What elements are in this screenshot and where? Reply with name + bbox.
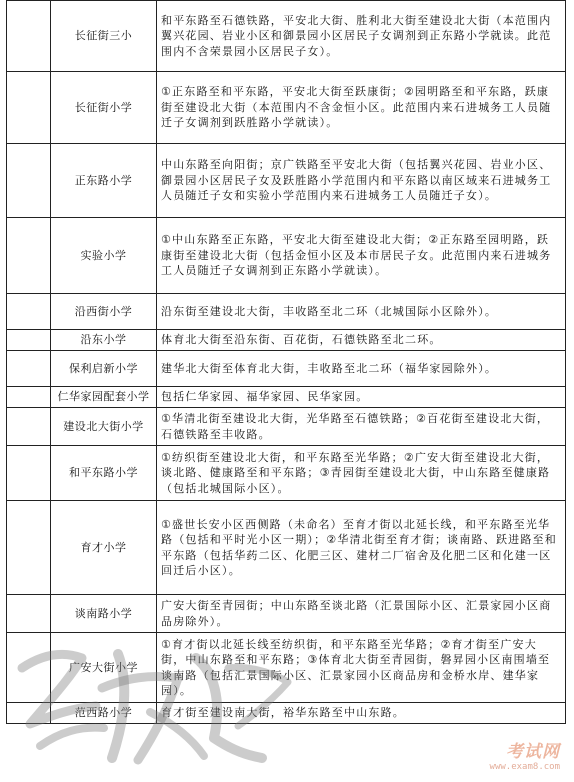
school-name-cell: 沿西街小学 [51,294,157,330]
blank-cell [7,595,51,633]
table-row [7,595,566,633]
blank-cell [7,633,51,703]
blank-cell [7,501,51,595]
table-row [7,387,566,408]
district-scope-cell: 广安大街至青园街；中山东路至谈北路（汇景国际小区、汇景家园小区商品房除外）。 [157,595,566,633]
district-scope-cell: 包括仁华家园、福华家园、民华家园。 [157,387,566,408]
table-row [7,330,566,351]
blank-cell [7,294,51,330]
school-name-cell: 育才小学 [51,501,157,595]
district-scope-cell: 育才街至建设南大街，裕华东路至中山东路。 [157,703,566,724]
blank-cell [7,351,51,387]
school-name-cell: 范西路小学 [51,703,157,724]
blank-cell [7,446,51,501]
watermark-site-name: 考试网 [506,742,560,762]
district-scope-cell: ①盛世长安小区西侧路（未命名）至育才街以北延长线，和平东路至光华路（包括和平时光小区一期）；②华清北街至育才街；谈南路、跃进路至和平东路（包括华药二区、化肥三区、建材二厂宿舍及化肥二区和化建一区回迁后小区）。 [157,501,566,595]
school-name-cell: 正东路小学 [51,144,157,218]
school-name-cell: 建设北大街小学 [51,408,157,446]
blank-cell [7,330,51,351]
table-row [7,144,566,218]
blank-cell [7,387,51,408]
district-scope-cell: 建华北大街至体育北大街，丰收路至北二环（福华家园除外）。 [157,351,566,387]
blank-cell [7,218,51,294]
district-scope-cell: ①育才街以北延长线至纺织街，和平东路至光华路；②育才街至广安大街，中山东路至和平东路；③体育北大街至青园街，磐昇园小区南围墙至谈南路（包括汇景国际小区、汇景家园小区商品房和金桥水岸、建华家园）。 [157,633,566,703]
table-row [7,501,566,595]
district-scope-cell: 和平东路至石德铁路，平安北大街、胜利北大街至建设北大街（本范围内翼兴花园、岩业小区和御景园小区居民子女调剂到正东路小学就读。此范围内不含荣景园小区居民子女）。 [157,1,566,72]
blank-cell [7,703,51,724]
school-name-cell: 和平东路小学 [51,446,157,501]
school-name-cell: 仁华家园配套小学 [51,387,157,408]
table-row [7,72,566,144]
school-name-cell: 广安大街小学 [51,633,157,703]
district-scope-cell: ①纺织街至建设北大街，和平东路至光华路；②广安大街至建设北大街，谈北路、健康路至和平东路；③青园街至建设北大街，中山东路至健康路（包括北城国际小区）。 [157,446,566,501]
school-name-cell: 实验小学 [51,218,157,294]
district-scope-cell: ①华清北街至建设北大街，光华路至石德铁路；②百花街至建设北大街，石德铁路至丰收路。 [157,408,566,446]
district-scope-cell: ①中山东路至正东路，平安北大街至建设北大街；②正东路至园明路，跃康街至建设北大街（包括金恒小区及本市居民子女。此范围内来石进城务工人员随迁子女调剂到正东路小学就读）。 [157,218,566,294]
school-name-cell: 沿东小学 [51,330,157,351]
table-row [7,351,566,387]
table-row [7,294,566,330]
school-district-table [6,0,566,724]
blank-cell [7,72,51,144]
table-row [7,446,566,501]
site-watermark [490,737,560,772]
blank-cell [7,408,51,446]
school-name-cell: 谈南路小学 [51,595,157,633]
district-scope-cell: ①正东路至和平东路，平安北大街至跃康街；②园明路至和平东路，跃康街至建设北大街（本范围内不含金恒小区。此范围内来石进城务工人员随迁子女调剂到跃胜路小学就读）。 [157,72,566,144]
school-name-cell: 长征街三小 [51,1,157,72]
table-row [7,703,566,724]
table-row [7,1,566,72]
table-row [7,633,566,703]
table-body [7,1,566,724]
blank-cell [7,1,51,72]
district-scope-cell: 沿东街至建设北大街，丰收路至北二环（北城国际小区除外）。 [157,294,566,330]
school-name-cell: 长征街小学 [51,72,157,144]
district-scope-cell: 体育北大街至沿东街、百花街，石德铁路至北二环。 [157,330,566,351]
table-row [7,218,566,294]
table-row [7,408,566,446]
watermark-domain: www.exam8.com [489,762,560,772]
district-scope-cell: 中山东路至向阳街；京广铁路至平安北大街（包括翼兴花园、岩业小区、御景园小区居民子女及跃胜路小学范围内和平东路以南区域来石进城务工人员随迁子女和实验小学范围内来石进城务工人员随迁子女）。 [157,144,566,218]
school-name-cell: 保利启新小学 [51,351,157,387]
blank-cell [7,144,51,218]
